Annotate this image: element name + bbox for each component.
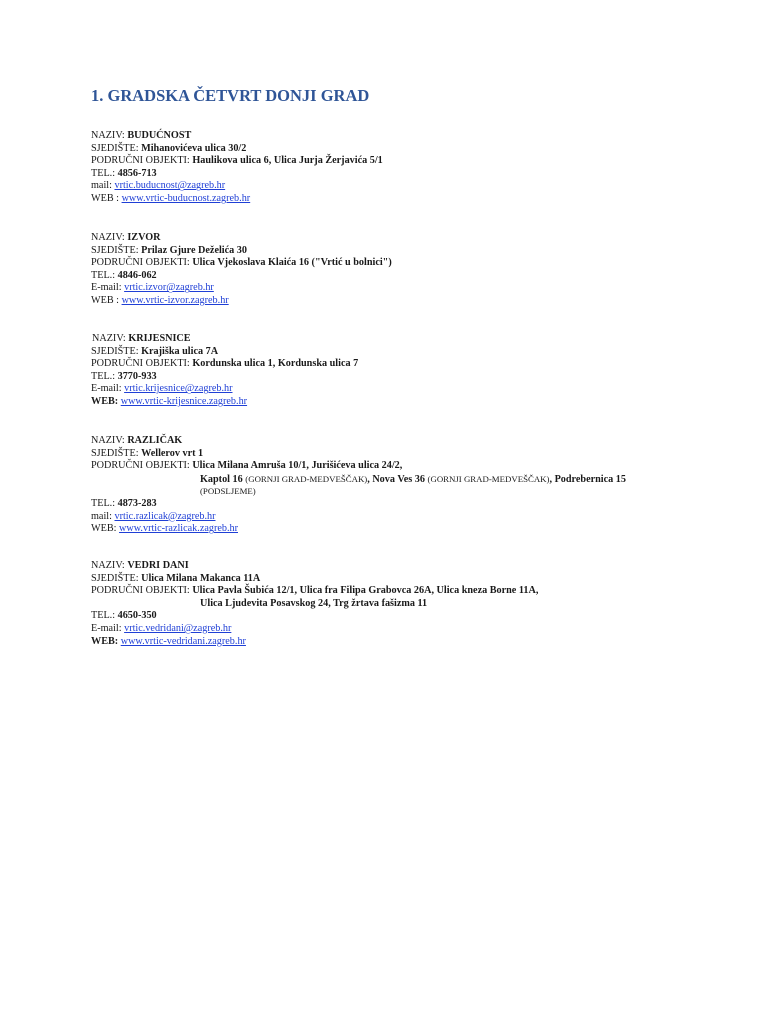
- sjediste-value: Mihanovićeva ulica 30/2: [141, 142, 247, 154]
- kindergarten-entry-krijesnice: [91, 333, 751, 409]
- sjediste-line: SJEDIŠTE: Mihanovićeva ulica 30/2: [91, 142, 247, 154]
- sjediste-value: Wellerov vrt 1: [141, 447, 204, 459]
- podrucni-value: Kordunska ulica 1, Kordunska ulica 7: [192, 358, 359, 370]
- email-link[interactable]: vrtic.buducnost@zagreb.hr: [114, 180, 226, 192]
- sjediste-line: SJEDIŠTE: Ulica Milana Makanca 11A: [91, 572, 261, 584]
- mail-line: E-mail: vrtic.vedridani@zagreb.hr: [91, 622, 232, 634]
- sjediste-value: Prilaz Gjure Deželića 30: [141, 244, 247, 256]
- podrucni-line: PODRUČNI OBJEKTI: Ulica Pavla Šubića 12/1, Ulica fra Filipa Grabovca 26A, Ulica kneza Borne 11A,: [91, 585, 539, 597]
- sjediste-line: SJEDIŠTE: Prilaz Gjure Deželića 30: [91, 244, 247, 256]
- podrucni-line: PODRUČNI OBJEKTI: Haulikova ulica 6, Ulica Jurja Žerjavića 5/1: [91, 155, 383, 167]
- kindergarten-entry-razlicak: [91, 435, 751, 536]
- web-link[interactable]: www.vrtic-buducnost.zagreb.hr: [121, 192, 251, 204]
- sjediste-line: SJEDIŠTE: Krajiška ulica 7A: [91, 345, 219, 357]
- tel-value: 4846-062: [117, 269, 157, 281]
- podrucni-line-continued: Ulica Ljudevita Posavskog 24, Trg žrtava fašizma 11: [200, 597, 428, 609]
- tel-line: TEL.: 4650-350: [91, 610, 157, 622]
- page-title: 1. GRADSKA ČETVRT DONJI GRAD: [91, 86, 370, 105]
- naziv-line: NAZIV: RAZLIČAK: [91, 435, 183, 446]
- tel-value: 4650-350: [117, 610, 157, 622]
- podrucni-value: Ulica Milana Amruša 10/1, Jurišićeva ulica 24/2,: [192, 460, 403, 472]
- sjediste-value: Ulica Milana Makanca 11A: [141, 572, 261, 584]
- mail-line: mail: vrtic.buducnost@zagreb.hr: [91, 180, 226, 192]
- sjediste-line: SJEDIŠTE: Wellerov vrt 1: [91, 447, 204, 459]
- naziv-line: NAZIV: VEDRI DANI: [91, 560, 189, 571]
- naziv-value: IZVOR: [127, 232, 161, 243]
- podrucni-line-continued: Kaptol 16 (GORNJI GRAD-MEDVEŠČAK), Nova Ves 36 (GORNJI GRAD-MEDVEŠČAK), Podrebernica 15: [200, 473, 626, 485]
- podrucni-line-note: (PODSLJEME): [200, 486, 256, 497]
- web-line: WEB: www.vrtic-krijesnice.zagreb.hr: [91, 395, 248, 407]
- podrucni-value: Haulikova ulica 6, Ulica Jurja Žerjavića 5/1: [192, 155, 383, 167]
- naziv-line: NAZIV: IZVOR: [91, 232, 161, 243]
- tel-value: 4856-713: [117, 167, 157, 179]
- naziv-value: VEDRI DANI: [127, 560, 189, 571]
- mail-line: E-mail: vrtic.krijesnice@zagreb.hr: [91, 383, 233, 395]
- email-link[interactable]: vrtic.izvor@zagreb.hr: [124, 282, 214, 294]
- naziv-value: KRIJESNICE: [128, 333, 191, 344]
- web-link[interactable]: www.vrtic-krijesnice.zagreb.hr: [120, 395, 248, 407]
- tel-line: TEL.: 4873-283: [91, 497, 157, 509]
- tel-line: TEL.: 4856-713: [91, 167, 157, 179]
- email-link[interactable]: vrtic.razlicak@zagreb.hr: [114, 510, 216, 522]
- tel-value: 4873-283: [117, 497, 157, 509]
- podrucni-value: Ulica Vjekoslava Klaića 16 ("Vrtić u bolnici"): [192, 257, 392, 269]
- kindergarten-entry-izvor: [91, 232, 751, 308]
- email-link[interactable]: vrtic.vedridani@zagreb.hr: [124, 622, 232, 634]
- web-line: WEB : www.vrtic-izvor.zagreb.hr: [91, 294, 229, 306]
- mail-line: mail: vrtic.razlicak@zagreb.hr: [91, 510, 216, 522]
- kindergarten-entry-buducnost: [91, 130, 751, 206]
- web-link[interactable]: www.vrtic-razlicak.zagreb.hr: [119, 523, 238, 535]
- podrucni-line: PODRUČNI OBJEKTI: Ulica Milana Amruša 10/1, Jurišićeva ulica 24/2,: [91, 460, 403, 472]
- tel-value: 3770-933: [117, 370, 157, 382]
- email-link[interactable]: vrtic.krijesnice@zagreb.hr: [124, 383, 233, 395]
- web-line: WEB: www.vrtic-vedridani.zagreb.hr: [91, 635, 246, 647]
- naziv-value: BUDUĆNOST: [127, 130, 192, 141]
- podrucni-value: Ulica Pavla Šubića 12/1, Ulica fra Filipa Grabovca 26A, Ulica kneza Borne 11A,: [192, 585, 539, 597]
- naziv-value: RAZLIČAK: [127, 435, 183, 446]
- mail-line: E-mail: vrtic.izvor@zagreb.hr: [91, 282, 214, 294]
- web-link[interactable]: www.vrtic-vedridani.zagreb.hr: [120, 635, 246, 647]
- web-line: WEB: www.vrtic-razlicak.zagreb.hr: [91, 523, 238, 535]
- naziv-line: NAZIV: BUDUĆNOST: [91, 130, 192, 141]
- naziv-line: NAZIV: KRIJESNICE: [92, 333, 191, 344]
- sjediste-value: Krajiška ulica 7A: [141, 345, 219, 357]
- web-link[interactable]: www.vrtic-izvor.zagreb.hr: [121, 294, 229, 306]
- kindergarten-entry-vedri-dani: [91, 560, 751, 648]
- tel-line: TEL.: 4846-062: [91, 269, 157, 281]
- podrucni-line: PODRUČNI OBJEKTI: Kordunska ulica 1, Kordunska ulica 7: [91, 358, 359, 370]
- web-line: WEB : www.vrtic-buducnost.zagreb.hr: [91, 192, 251, 204]
- tel-line: TEL.: 3770-933: [91, 370, 157, 382]
- podrucni-line: PODRUČNI OBJEKTI: Ulica Vjekoslava Klaića 16 ("Vrtić u bolnici"): [91, 257, 392, 269]
